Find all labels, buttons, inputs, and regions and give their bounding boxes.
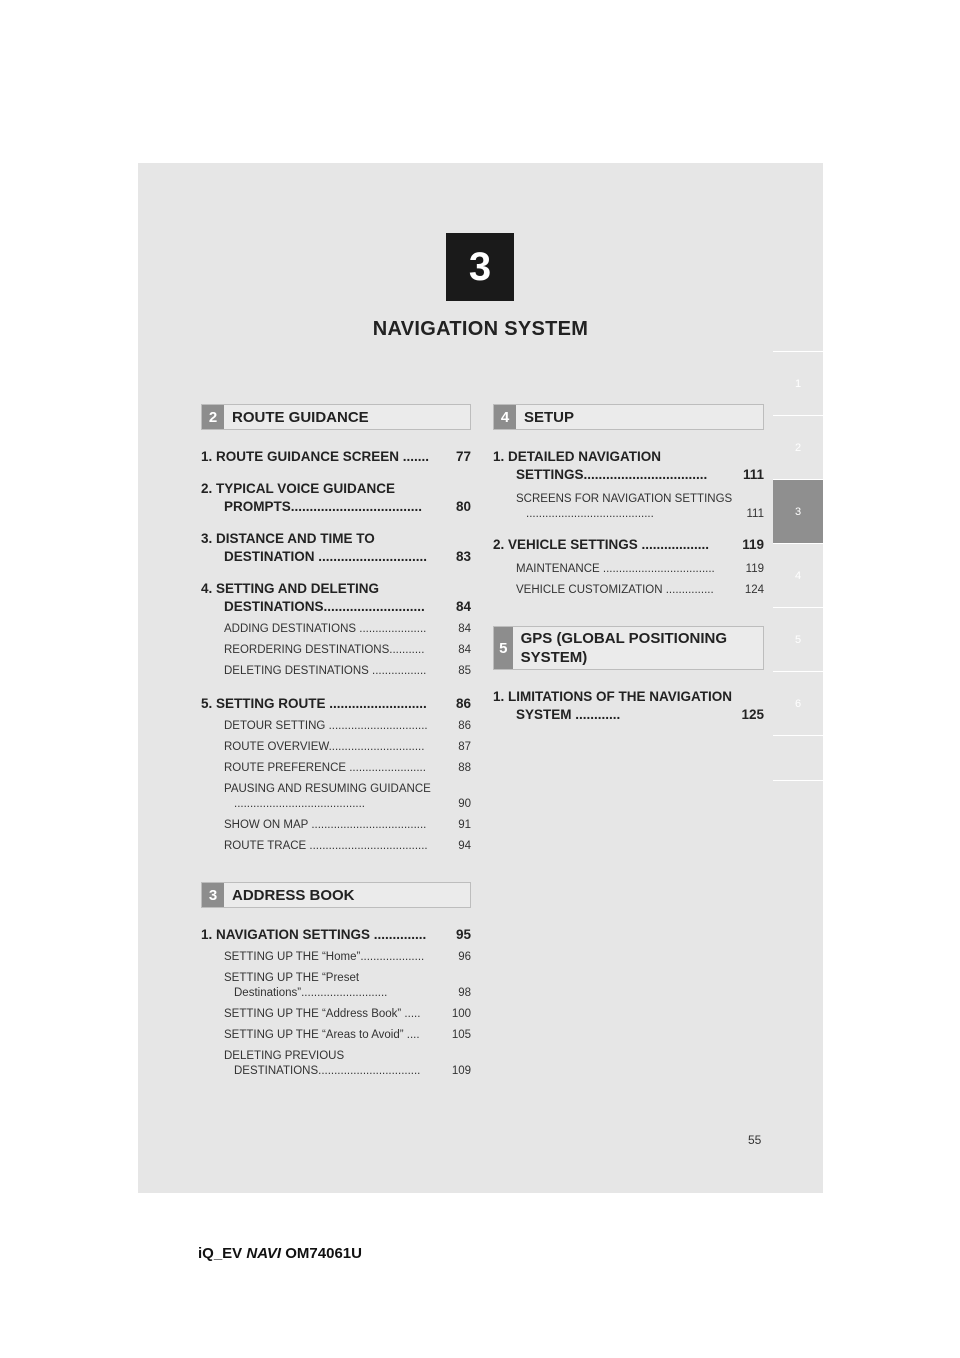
toc-entry-page: 80 (455, 499, 471, 514)
page-number: 55 (748, 1133, 762, 1147)
chapter-tab-5[interactable] (773, 607, 823, 671)
toc-entry-text: 1. NAVIGATION SETTINGS .............. (201, 927, 427, 942)
section-header-gps (493, 626, 764, 670)
toc-subentry[interactable] (224, 643, 471, 658)
toc-subentry-text: DELETING PREVIOUS DESTINATIONS................................ (224, 1050, 421, 1077)
toc-subentry[interactable] (224, 818, 471, 833)
toc-entry-page: 86 (455, 696, 471, 711)
toc-subentry-text: VEHICLE CUSTOMIZATION ............... (516, 584, 714, 596)
toc-subentry-page: 90 (458, 798, 471, 810)
toc-left-column (201, 404, 471, 1079)
toc-entry[interactable] (201, 580, 471, 616)
toc-entry[interactable] (201, 530, 471, 566)
toc-entry-page: 125 (741, 707, 764, 722)
toc-entry-text: 1. LIMITATIONS OF THE NAVIGATION SYSTEM ............ (493, 689, 732, 722)
toc-entry-page: 77 (455, 449, 471, 464)
toc-subentry-page: 124 (744, 584, 764, 596)
toc-subentry-text: SCREENS FOR NAVIGATION SETTINGS ........................................ (516, 493, 733, 520)
tab-label: 3 (794, 505, 802, 518)
toc-subentry-page: 109 (451, 1065, 471, 1077)
toc-entry[interactable] (493, 536, 764, 554)
toc-subentry-page: 86 (458, 720, 471, 732)
toc-subentry-text: SHOW ON MAP .................................... (224, 819, 427, 831)
chapter-title: NAVIGATION SYSTEM (372, 318, 589, 340)
toc-subentry[interactable] (224, 1049, 471, 1079)
toc-subentry-text: SETTING UP THE “Home”.................... (224, 951, 425, 963)
toc-entry-page: 84 (455, 599, 471, 614)
section-number: 3 (202, 883, 224, 907)
toc-entry-text: 4. SETTING AND DELETING DESTINATIONS........................... (201, 581, 425, 614)
toc-subentry[interactable] (224, 782, 471, 812)
section-header-setup (493, 404, 764, 430)
toc-subentry-page: 98 (458, 987, 471, 999)
section-label: ROUTE GUIDANCE (232, 408, 369, 426)
toc-subentry-text: ROUTE TRACE ..................................... (224, 840, 428, 852)
toc-subentry-text: DELETING DESTINATIONS ................. (224, 665, 427, 677)
chapter-tab-2[interactable] (773, 415, 823, 479)
toc-subentry-page: 94 (458, 840, 471, 852)
toc-subentry[interactable] (224, 740, 471, 755)
toc-subentry[interactable] (516, 562, 764, 577)
toc-entry[interactable] (201, 480, 471, 516)
tab-label: 5 (794, 633, 802, 646)
toc-subentry-page: 119 (745, 563, 764, 575)
toc-subentry-text: DETOUR SETTING ............................... (224, 720, 428, 732)
toc-subentry[interactable] (224, 950, 471, 965)
tab-label: 2 (794, 441, 802, 454)
toc-subentry[interactable] (224, 761, 471, 776)
toc-entry-text: 5. SETTING ROUTE .......................... (201, 696, 427, 711)
toc-entry-text: 2. TYPICAL VOICE GUIDANCE PROMPTS................................... (201, 481, 423, 514)
chapter-tabs (773, 351, 823, 781)
toc-subentry-text: MAINTENANCE ................................... (516, 563, 715, 575)
chapter-tab-3[interactable] (773, 479, 823, 543)
section-header-address-book (201, 882, 471, 908)
toc-subentry[interactable] (224, 664, 471, 679)
chapter-tab-1[interactable] (773, 351, 823, 415)
toc-subentry[interactable] (224, 1007, 471, 1022)
toc-entry-text: 3. DISTANCE AND TIME TO DESTINATION ............................. (201, 531, 428, 564)
toc-subentry-page: 111 (746, 508, 764, 520)
toc-subentry[interactable] (224, 622, 471, 637)
toc-subentry-text: ADDING DESTINATIONS ..................... (224, 623, 427, 635)
chapter-tab-empty (773, 735, 823, 781)
toc-entry-page: 111 (742, 467, 764, 482)
section-label: SETUP (524, 408, 575, 426)
toc-entry-page: 95 (455, 927, 471, 942)
toc-subentry-page: 85 (458, 665, 471, 677)
toc-entry[interactable] (493, 688, 764, 724)
toc-subentry-page: 96 (458, 951, 471, 963)
footer-model-code (198, 1245, 362, 1262)
toc-subentry[interactable] (224, 839, 471, 854)
section-number: 4 (494, 405, 516, 429)
toc-entry[interactable] (201, 695, 471, 713)
toc-entry-page: 119 (742, 537, 764, 552)
section-number: 5 (494, 627, 513, 669)
toc-subentry[interactable] (516, 583, 764, 598)
toc-subentry-page: 100 (451, 1008, 471, 1020)
chapter-tab-4[interactable] (773, 543, 823, 607)
toc-entry[interactable] (493, 448, 764, 484)
toc-subentry-page: 87 (458, 741, 471, 753)
toc-entry[interactable] (201, 448, 471, 466)
toc-subentry-text: SETTING UP THE “Areas to Avoid” .... (224, 1029, 420, 1041)
toc-subentry-page: 91 (458, 819, 471, 831)
tab-label: 6 (794, 697, 802, 710)
toc-subentry-text: SETTING UP THE “Preset Destinations”........................... (224, 972, 388, 999)
toc-subentry-page: 84 (458, 623, 471, 635)
toc-subentry[interactable] (516, 492, 764, 522)
toc-entry-text: 1. ROUTE GUIDANCE SCREEN ....... (201, 449, 430, 464)
toc-entry-text: 1. DETAILED NAVIGATION SETTINGS................................. (493, 449, 708, 482)
section-label: GPS (GLOBAL POSITIONING SYSTEM) (520, 630, 727, 666)
toc-right-column (493, 404, 764, 724)
toc-subentry[interactable] (224, 971, 471, 1001)
toc-subentry-page: 105 (451, 1029, 471, 1041)
toc-subentry[interactable] (224, 719, 471, 734)
toc-subentry-text: ROUTE OVERVIEW.............................. (224, 741, 425, 753)
chapter-number-box (446, 233, 514, 301)
toc-subentry-text: ROUTE PREFERENCE ........................ (224, 762, 426, 774)
section-header-route-guidance (201, 404, 471, 430)
footer-navi: NAVI (246, 1245, 282, 1262)
footer-code: OM74061U (285, 1245, 362, 1262)
toc-subentry-text: PAUSING AND RESUMING GUIDANCE ......................................... (224, 783, 431, 810)
toc-subentry[interactable] (224, 1028, 471, 1043)
toc-subentry-page: 84 (458, 644, 471, 656)
section-label: ADDRESS BOOK (232, 886, 355, 904)
toc-subentry-text: REORDERING DESTINATIONS........... (224, 644, 425, 656)
chapter-tab-6[interactable] (773, 671, 823, 735)
section-number: 2 (202, 405, 224, 429)
chapter-number: 3 (468, 244, 492, 289)
tab-label: 4 (794, 569, 802, 582)
toc-subentry-text: SETTING UP THE “Address Book” ..... (224, 1008, 421, 1020)
footer-prefix: iQ_EV (198, 1245, 243, 1262)
toc-entry-page: 83 (455, 549, 471, 564)
toc-entry-text: 2. VEHICLE SETTINGS .................. (493, 537, 710, 552)
toc-entry[interactable] (201, 926, 471, 944)
toc-subentry-page: 88 (458, 762, 471, 774)
tab-label: 1 (794, 377, 802, 390)
